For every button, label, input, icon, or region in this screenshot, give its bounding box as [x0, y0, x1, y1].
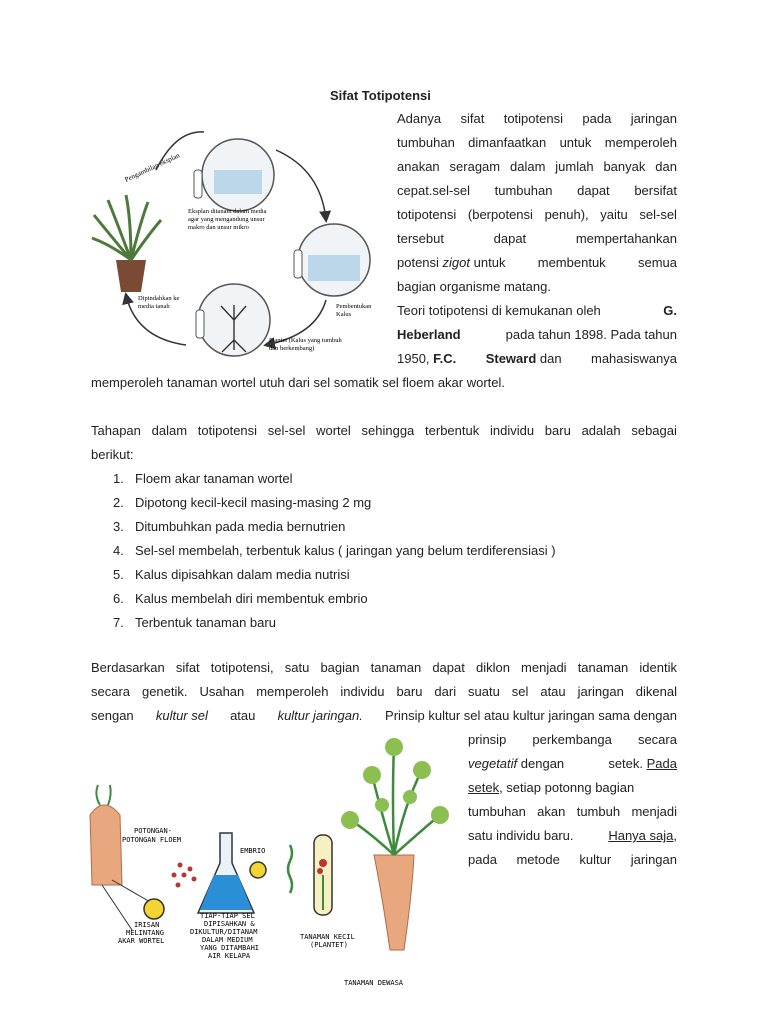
label-irisan: IRISAN MELINTANG AKAR WORTEL [118, 921, 165, 945]
step-text: Sel-sel membelah, terbentuk kalus ( jaringan yang belum terdiferensiasi ) [135, 543, 556, 558]
label-eksplan: Eksplan ditanam dalam media agar yang mengandung unsur makro dan unsur mikro [188, 208, 267, 231]
word: identik [639, 660, 677, 675]
word: diklon [475, 660, 510, 675]
word: adalah [581, 423, 621, 438]
floem-pieces [172, 863, 197, 888]
arrow-2 [276, 150, 326, 220]
word: sel-sel [639, 207, 677, 222]
word: prinsip [468, 732, 507, 747]
right-col-line-3: setek, setiap potonng bagian [468, 780, 635, 795]
word: totipotensi, [210, 660, 274, 675]
word: tersebut [397, 231, 444, 246]
word: yaitu [600, 207, 628, 222]
word: dapat [432, 660, 465, 675]
step-item [113, 519, 345, 534]
intro-line [397, 135, 677, 150]
label-dipindahkan: Dipindahkan ke media tanah [138, 295, 180, 310]
word: dikenal [635, 684, 677, 699]
step-text: Dipotong kecil-kecil masing-masing 2 mg [135, 495, 372, 510]
step-number: 2. [113, 495, 124, 510]
word: individu [340, 684, 385, 699]
berdasarkan-line-2 [91, 684, 677, 699]
word: banyak [603, 159, 646, 174]
word: dalam [509, 159, 546, 174]
label-tanaman-dewasa: TANAMAN DEWASA [344, 979, 404, 987]
tahapan-berikut: berikut: [91, 447, 134, 462]
intro-zigot-line: potensi zigot untuk membentuk semua [397, 255, 677, 270]
word: dalam [151, 423, 188, 438]
cross-section-circle [144, 899, 164, 919]
word: sel [511, 684, 529, 699]
teori-line-1: Teori totipotensi di kemukanan oleh G. [397, 303, 677, 318]
word: individu [489, 423, 535, 438]
tissue-culture-cycle-figure [86, 110, 386, 370]
step-text: Kalus dipisahkan dalam media nutrisi [135, 567, 350, 582]
word: Usahan [199, 684, 245, 699]
word: jaringan [577, 684, 624, 699]
culture-media [214, 170, 262, 194]
word: tanaman [577, 660, 629, 675]
word: genetik. [141, 684, 188, 699]
word: totipotensi [397, 207, 457, 222]
word: tumbuhan [397, 135, 455, 150]
label-potongan: POTONGAN- POTONGAN FLOEM [122, 827, 182, 844]
word: memperoleh [256, 684, 329, 699]
step-number: 4. [113, 543, 124, 558]
test-tube-3 [196, 310, 204, 338]
word: suatu [468, 684, 500, 699]
label-plantet: Plantet (Kalus yang tumbuh dan berkembang) [269, 337, 342, 352]
word: metode [516, 852, 560, 867]
adult-carrot-plant [341, 738, 449, 950]
right-col-line-5: satu individu baru. Hanya saja, [468, 828, 677, 843]
word: jumlah [555, 159, 594, 174]
word: baru [396, 684, 423, 699]
right-col-line-6 [468, 852, 677, 867]
embrio-sprout [288, 845, 292, 893]
test-tube-plantet [314, 835, 332, 915]
word: Berdasarkan [91, 660, 165, 675]
step-number: 7. [113, 615, 124, 630]
word: sebagai [631, 423, 677, 438]
word: mempertahankan [575, 231, 677, 246]
word: pada [582, 111, 612, 126]
word: satu [284, 660, 310, 675]
word: menjadi [631, 804, 677, 819]
step-item [113, 615, 276, 630]
word: memperoleh [604, 135, 677, 150]
word: tumbuhan [468, 804, 526, 819]
teori-line-4: memperoleh tanaman wortel utuh dari sel somatik sel floem akar wortel. [91, 375, 506, 390]
erlenmeyer-flask [198, 833, 254, 913]
word: sehingga [361, 423, 415, 438]
potted-plant [92, 195, 161, 292]
word: tumbuhan [494, 183, 553, 198]
word: sel-sel [267, 423, 306, 438]
page-title: Sifat Totipotensi [330, 88, 431, 103]
step-item [113, 567, 350, 582]
word: secara [91, 684, 131, 699]
teori-line-3: 1950, F.C. Steward dan mahasiswanya [397, 351, 677, 366]
word: cepat.sel-sel [397, 183, 470, 198]
intro-line [397, 207, 677, 222]
word: secara [637, 732, 677, 747]
word: dimanfaatkan [468, 135, 547, 150]
step-item [113, 495, 371, 510]
intro-end-line: bagian organisme matang. [397, 279, 551, 294]
intro-line [397, 111, 677, 126]
step-number: 5. [113, 567, 124, 582]
step-text: Terbentuk tanaman baru [135, 615, 276, 630]
right-col-line-2: vegetatif dengan setek. Pada [468, 756, 677, 771]
word: totipotensi [197, 423, 258, 438]
step-text: Kalus membelah diri membentuk embrio [135, 591, 368, 606]
tahapan-intro [91, 423, 677, 438]
step-text: Floem akar tanaman wortel [135, 471, 293, 486]
step-item [113, 471, 293, 486]
word: bagian [320, 660, 360, 675]
word: tumbuh [576, 804, 621, 819]
step-text: Ditumbuhkan pada media bernutrien [135, 519, 346, 534]
word: jaringan [630, 852, 677, 867]
label-tanaman-kecil: TANAMAN KECIL (PLANTET) [300, 933, 355, 949]
test-tube-2 [294, 250, 302, 278]
word: (berpotensi [467, 207, 533, 222]
word: penuh), [544, 207, 589, 222]
word: Tahapan [91, 423, 141, 438]
intro-line [397, 231, 677, 246]
word: dapat [493, 231, 527, 246]
word: pada [468, 852, 497, 867]
word: akan [537, 804, 566, 819]
test-tube-1 [194, 170, 202, 198]
word: Adanya [397, 111, 442, 126]
label-tiap-tiap: TIAP-TIAP SEL DIPISAHKAN & DIKULTUR/DITANAM DALAM MEDIUM YANG DITAMBAHI AIR KELAPA [190, 912, 260, 960]
word: bersifat [634, 183, 677, 198]
word: sifat [175, 660, 200, 675]
word: kultur [579, 852, 612, 867]
embrio-circle [250, 862, 266, 878]
label-kalus: Pembentukan Kalus [336, 303, 372, 318]
word: dan [655, 159, 677, 174]
carrot-culture-figure [82, 735, 462, 995]
intro-line [397, 159, 677, 174]
teori-line-2: Heberland pada tahun 1898. Pada tahun [397, 327, 677, 342]
word: perkembanga [532, 732, 612, 747]
berdasarkan-line-3: sengan kultur sel atau kultur jaringan. Prinsip kultur sel atau kultur jaringan sama dengan [91, 708, 677, 723]
word: anakan [397, 159, 440, 174]
word: seragam [449, 159, 501, 174]
word: wortel [316, 423, 351, 438]
label-pengambilan: Pengambilan eksplan [123, 151, 181, 184]
intro-line [397, 183, 677, 198]
carrot-root [90, 785, 122, 885]
word: dapat [577, 183, 610, 198]
label-embrio: EMBRIO [240, 847, 266, 855]
word: untuk [559, 135, 592, 150]
word: atau [540, 684, 566, 699]
word: jaringan [630, 111, 677, 126]
word: dari [434, 684, 457, 699]
right-col-line-1 [468, 732, 677, 747]
step-number: 3. [113, 519, 124, 534]
step-item [113, 591, 368, 606]
berdasarkan-line-1 [91, 660, 677, 675]
right-col-line-4 [468, 804, 677, 819]
step-number: 1. [113, 471, 124, 486]
word: baru [544, 423, 571, 438]
word: menjadi [521, 660, 567, 675]
word: sifat [460, 111, 485, 126]
step-item [113, 543, 556, 558]
step-number: 6. [113, 591, 124, 606]
word: tanaman [370, 660, 422, 675]
word: totipotensi [503, 111, 563, 126]
word: terbentuk [425, 423, 480, 438]
